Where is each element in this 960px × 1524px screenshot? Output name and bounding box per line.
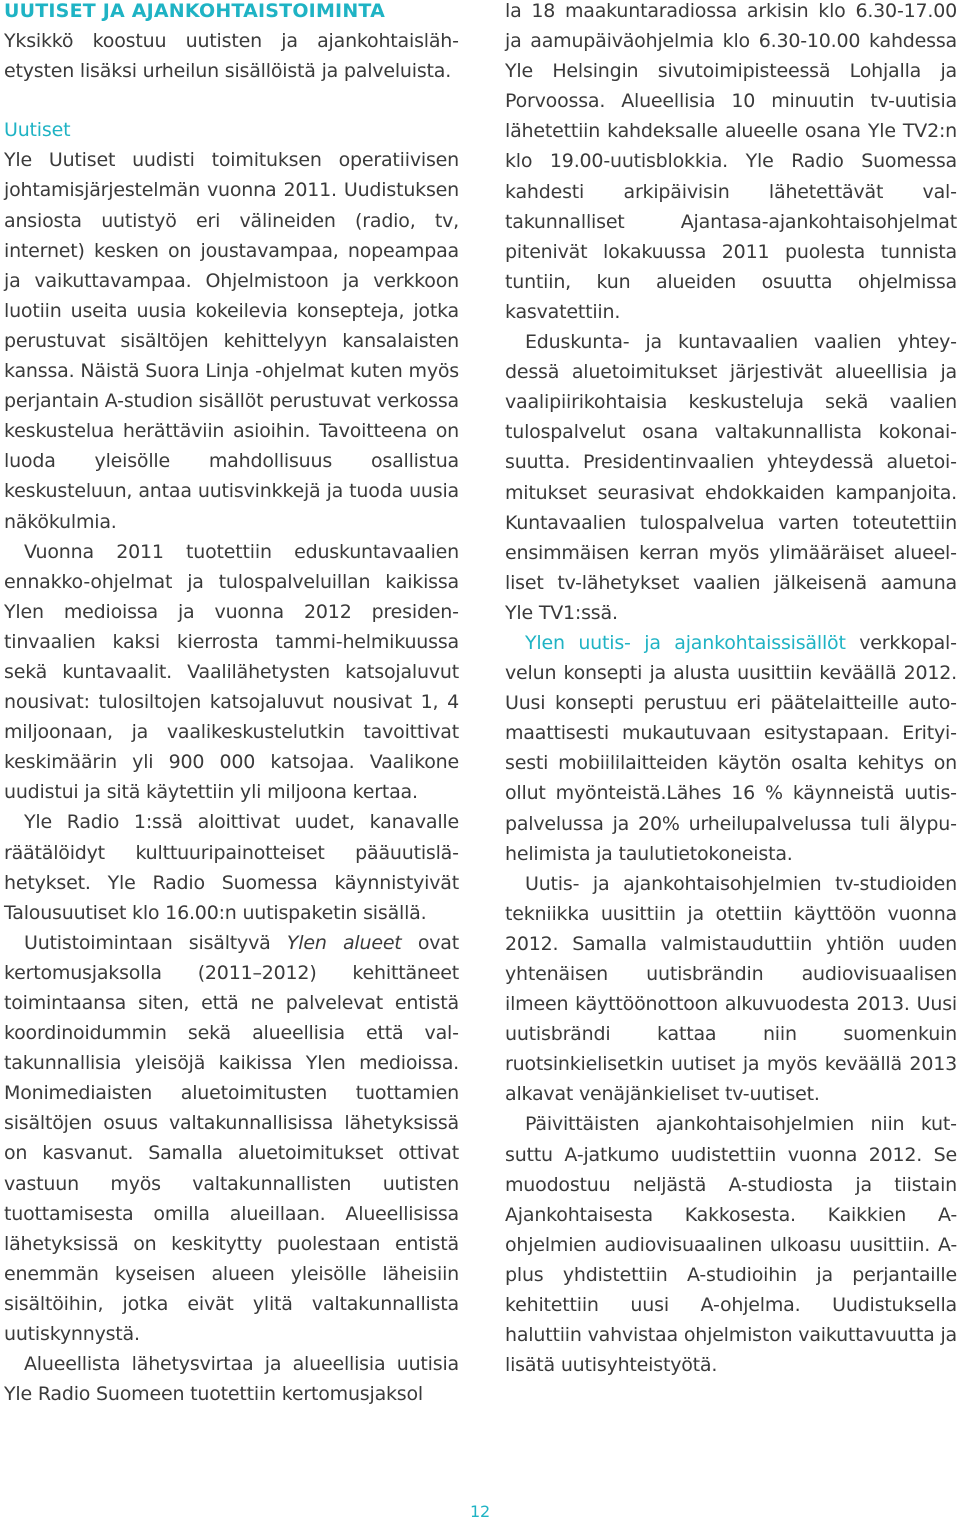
paragraph-current-affairs: Päivittäisten ajankohtaisohjelmien niin kutsuttu A-jatkumo uudistettiin vuonna 2012. Se muodostuu neljästä A-studiosta ja tiistain Ajankohtaisesta Kakkosesta. Kaikkien A-ohjelmien audiovisuaalinen ulkoasu uusittiin. A-plus yhdistettiin A-studioihin ja perjantaille kehitettiin uusi A-ohjelma. Uudistuksella haluttiin vahvistaa ohjelmiston vaikuttavuutta ja lisätä uutisyhteistyötä. — [505, 1113, 957, 1377]
right-column — [505, 0, 957, 1380]
left-column — [4, 0, 459, 1409]
intro-paragraph: Yksikkö koostuu uutisten ja ajankohtaislähetysten lisäksi urheilun sisällöistä ja palveluista. — [4, 30, 459, 83]
paragraph-radio-continued: la 18 maakuntaradiossa arkisin klo 6.30-17.00 ja aamupäiväohjelmia klo 6.30-10.00 kahdessa Yle Helsingin sivutoimipisteessä Lohjalla ja Porvoossa. Alueellisia 10 minuutin tv-uutisia lähetettiin kahdeksalle alueelle osana Yle TV2:n klo 19.00-uutisblokkia. Yle Radio Suomessa kahdesti arkipäivisin lähetettävät valtakunnalliset Ajantasa-ajankohtaisohjelmat pitenivät lokakuussa 2011 puolesta tunnista tuntiin, kun alueiden osuutta ohjelmissa kasvatettiin. — [505, 0, 957, 323]
paragraph-regional-broadcast: Alueellista lähetysvirtaa ja alueellisia uutisia Yle Radio Suomeen tuotettiin kertomusjaksol — [4, 1353, 459, 1406]
online-service-link[interactable]: Ylen uutis- ja ajankohtaissisällöt — [525, 631, 846, 654]
uutiset-subheading — [4, 115, 459, 145]
paragraph-election-programs: Vuonna 2011 tuotettiin eduskuntavaalien ennakko-ohjelmat ja tulospalveluillan kaikissa Ylen medioissa ja vuonna 2012 presidentinvaalien kaksi kierrosta tammi-helmikuussa sekä kuntavaalit. Vaalilähetysten katsojaluvut nousivat: tulosiltojen katsojaluvut nousivat 1, 4 miljoonaan, ja vaalikeskustelutkin tavoittivat keskimäärin yli 900 000 katsojaa. Vaalikone uudistui ja sitä käytettiin yli miljoona kertaa. — [4, 540, 459, 804]
paragraph-regions — [4, 928, 459, 1349]
section-heading: UUTISET JA AJANKOHTAISTOIMINTA — [4, 0, 386, 22]
subheading-text: Uutiset — [4, 119, 71, 142]
page-number: 12 — [470, 1502, 490, 1521]
regions-italic: Ylen alueet — [286, 931, 402, 954]
paragraph-elections-regional: Eduskunta- ja kuntavaalien vaalien yhteydessä aluetoimitukset järjestivät alueellisia ja vaalipiirikohtaisia keskusteluja sekä vaalien tulospalvelut osana valtakunnallista kokonaisuutta. Presidentinvaalien yhteydessä aluetoimitukset seurasivat ehdokkaiden kampanjoita. Kuntavaalien tulospalvelua varten toteutettiin ensimmäisen kerran myös ylimääräiset alueelliset tv-lähetykset vaalien jälkeisenä aamuna Yle TV1:ssä. — [505, 331, 957, 624]
paragraph-tv-studios: Uutis- ja ajankohtaisohjelmien tv-studioiden tekniikka uusittiin ja otettiin käyttöön vuonna 2012. Samalla valmistauduttiin yhtiön uuden yhtenäisen uutisbrändin audiovisuaalisen ilmeen käyttöönottoon alkuvuodesta 2013. Uusi uutisbrändi kattaa niin suomenkuin ruotsinkielisetkin uutiset ja myös keväällä 2013 alkavat venäjänkieliset tv-uutiset. — [505, 872, 957, 1106]
regions-text-end: ovat kertomusjaksolla (2011–2012) kehittäneet toimintaansa siten, että ne palvelevat entistä koordinoidummin sekä alueellisia että valtakunnallisia yleisöjä kaikissa Ylen medioissa. Monimediaisten aluetoimitusten tuottamien sisältöjen osuus valtakunnallisissa lähetyksissä on kasvanut. Samalla aluetoimitukset ottivat vastuun myös valtakunnallisten uutisten tuottamisesta omilla alueillaan. Alueellisissa lähetyksissä on keskitytty puolestaan entistä enemmän kyseisen alueen yleisölle läheisiin sisältöihin, jotka eivät ylitä valtakunnallista uutiskynnystä. — [4, 931, 459, 1346]
online-service-text: verkkopalvelun konsepti ja alusta uusittiin keväällä 2012. Uusi konsepti perustuu eri päätelaitteille automaattisesti mukautuvaan esitystapaan. Erityisesti mobiililaitteiden käytön osalta kehitys on ollut myönteistä.Lähes 16 % käynneistä uutispalvelussa ja 20% urheilupalvelussa tuli älypuhelimista ja taulutietokoneista. — [505, 631, 957, 865]
paragraph-online-service — [505, 628, 957, 869]
paragraph-radio-news: Yle Radio 1:ssä aloittivat uudet, kanavalle räätälöidyt kulttuuripainotteiset pääuutislähetykset. Yle Radio Suomessa käynnistyivät Talousuutiset klo 16.00:n uutispaketin sisällä. — [4, 811, 459, 924]
regions-text-start: Uutistoimintaan sisältyvä — [24, 931, 287, 954]
paragraph-news-system: Yle Uutiset uudisti toimituksen operatiivisen johtamisjärjestelmän vuonna 2011. Uudistuksen ansiosta uutistyö eri välineiden (radio, tv, internet) kesken on joustavampaa, nopeampaa ja vaikuttavampaa. Ohjelmistoon ja verkkoon luotiin useita uusia kokeilevia konsepteja, jotka perustuvat sisältöjen kehittelyyn kansalaisten kanssa. Näistä Suora Linja -ohjelmat kuten myös perjantain A-studion sisällöt perustuvat verkossa keskustelua herättäviin asioihin. Tavoitteena on luoda yleisölle mahdollisuus osallistua keskusteluun, antaa uutisvinkkejä ja tuoda uusia näkökulmia. — [4, 149, 459, 533]
